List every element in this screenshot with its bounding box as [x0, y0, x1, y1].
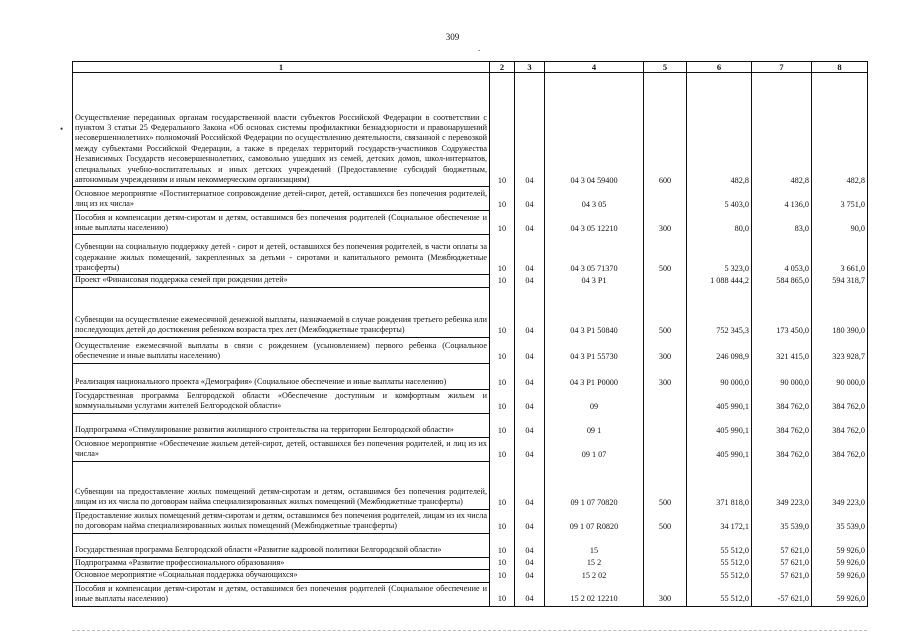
subsection-code: 04 [515, 275, 545, 287]
table-row [73, 582, 868, 606]
row-description: Пособия и компенсации детям-сиротам и детям, оставшимся без попечения родителей (Социальное обеспечение и иные выплаты населению) [73, 582, 490, 606]
section-code: 10 [490, 275, 515, 287]
amount-year-3: 482,8 [812, 73, 868, 187]
column-header: 5 [644, 62, 687, 73]
row-description: Осуществление ежемесячной выплаты в связи с рождением (усыновлением) первого ребенка (Социальное обеспечение и иные выплаты населению) [73, 337, 490, 363]
amount-year-2: 57 621,0 [752, 533, 812, 557]
expense-type-code [644, 187, 687, 211]
amount-year-3: 90 000,0 [812, 363, 868, 389]
column-header: 7 [752, 62, 812, 73]
column-header: 4 [545, 62, 644, 73]
expense-type-code [644, 437, 687, 461]
subsection-code: 04 [515, 73, 545, 187]
table-row [73, 337, 868, 363]
subsection-code: 04 [515, 235, 545, 275]
row-description: Субвенции на осуществление ежемесячной денежной выплаты, назначаемой в случае рождения третьего ребенка или последующих детей до достижения ребенком возраста трех лет (Межбюджетные трансферты) [73, 287, 490, 337]
amount-year-2: 57 621,0 [752, 570, 812, 582]
amount-year-2: 584 865,0 [752, 275, 812, 287]
expense-type-code [644, 275, 687, 287]
target-article-code: 09 1 [545, 413, 644, 437]
expense-type-code [644, 557, 687, 569]
expense-type-code: 300 [644, 363, 687, 389]
section-code: 10 [490, 235, 515, 275]
target-article-code: 04 3 05 12210 [545, 211, 644, 235]
amount-year-1: 55 512,0 [687, 570, 752, 582]
column-header: 1 [73, 62, 490, 73]
amount-year-3: 384 762,0 [812, 389, 868, 413]
table-row [73, 570, 868, 582]
amount-year-2: 384 762,0 [752, 413, 812, 437]
column-header: 6 [687, 62, 752, 73]
amount-year-1: 752 345,3 [687, 287, 752, 337]
amount-year-2: 349 223,0 [752, 461, 812, 509]
target-article-code: 04 3 05 71370 [545, 235, 644, 275]
row-description: Основное мероприятие «Социальная поддержка обучающихся» [73, 570, 490, 582]
target-article-code: 04 3 P1 50840 [545, 287, 644, 337]
row-description: Предоставление жилых помещений детям-сиротам и детям, оставшимся без попечения родителей, лицам из их числа по договорам найма специализированных жилых помещений (Межбюджетные трансферты) [73, 509, 490, 533]
expense-type-code: 500 [644, 287, 687, 337]
target-article-code: 15 2 02 12210 [545, 582, 644, 606]
amount-year-1: 5 403,0 [687, 187, 752, 211]
table-row [73, 275, 868, 287]
target-article-code: 09 [545, 389, 644, 413]
target-article-code: 09 1 07 70820 [545, 461, 644, 509]
amount-year-3: 59 926,0 [812, 533, 868, 557]
row-description: Субвенции на социальную поддержку детей - сирот и детей, оставшихся без попечения родителей, в части оплаты за содержание жилых помещений, закрепленных за детьми - сиротами и капитального ремонта (Межбюджетные трансферты) [73, 235, 490, 275]
subsection-code: 04 [515, 533, 545, 557]
amount-year-3: 59 926,0 [812, 557, 868, 569]
subsection-code: 04 [515, 287, 545, 337]
amount-year-1: 405 990,1 [687, 437, 752, 461]
subsection-code: 04 [515, 211, 545, 235]
expense-type-code [644, 389, 687, 413]
page-number: 309 [445, 32, 460, 42]
row-description: Основное мероприятие «Обеспечение жильем детей-сирот, детей, оставшихся без попечения родителей, и лиц из их числа» [73, 437, 490, 461]
row-description: Реализация национального проекта «Демография» (Социальное обеспечение и иные выплаты населению) [73, 363, 490, 389]
table-row [73, 187, 868, 211]
section-code: 10 [490, 211, 515, 235]
amount-year-1: 1 088 444,2 [687, 275, 752, 287]
amount-year-1: 482,8 [687, 73, 752, 187]
section-code: 10 [490, 437, 515, 461]
target-article-code: 15 2 02 [545, 570, 644, 582]
subsection-code: 04 [515, 187, 545, 211]
amount-year-3: 59 926,0 [812, 570, 868, 582]
table-row [73, 73, 868, 187]
section-code: 10 [490, 337, 515, 363]
amount-year-1: 80,0 [687, 211, 752, 235]
target-article-code: 09 1 07 [545, 437, 644, 461]
amount-year-1: 5 323,0 [687, 235, 752, 275]
amount-year-1: 34 172,1 [687, 509, 752, 533]
row-description: Субвенции на предоставление жилых помещений детям-сиротам и детям, оставшимся без попечения родителей, лицам из их числа по договорам найма специализированных жилых помещений (Межбюджетные трансферты) [73, 461, 490, 509]
table-row [73, 557, 868, 569]
amount-year-2: 4 053,0 [752, 235, 812, 275]
amount-year-2: 83,0 [752, 211, 812, 235]
target-article-code: 09 1 07 R0820 [545, 509, 644, 533]
target-article-code: 04 3 P1 [545, 275, 644, 287]
expense-type-code [644, 533, 687, 557]
expense-type-code: 600 [644, 73, 687, 187]
row-description: Осуществление переданных органам государственной власти субъектов Российской Федерации в соответствии с пунктом 3 статьи 25 Федерального Закона «Об основах системы профилактики безнадзорности и правонарушений несовершеннолетних» полномочий Российской Федерации по осуществлению деятельности, связанной с перевозкой между субъектами Российской Федерации, а также в пределах территорий государств-участников Содружества Независимых Государств несовершеннолетних, самовольно ушедших из семей, детских домов, школ-интернатов, специальных учебно-воспитательных и иных детских учреждений (Предоставление субсидий бюджетным, автономным учреждениям и иным некоммерческим организациям) [73, 73, 490, 187]
expense-type-code [644, 570, 687, 582]
amount-year-3: 594 318,7 [812, 275, 868, 287]
section-code: 10 [490, 363, 515, 389]
table-row [73, 413, 868, 437]
table-row [73, 211, 868, 235]
row-description: Государственная программа Белгородской области «Развитие кадровой политики Белгородской области» [73, 533, 490, 557]
section-code: 10 [490, 533, 515, 557]
expense-type-code: 300 [644, 337, 687, 363]
amount-year-1: 55 512,0 [687, 582, 752, 606]
row-description: Основное мероприятие «Постинтернатное сопровождение детей-сирот, детей, оставшихся без попечения родителей, лиц из их числа» [73, 187, 490, 211]
amount-year-3: 323 928,7 [812, 337, 868, 363]
amount-year-2: -57 621,0 [752, 582, 812, 606]
section-code: 10 [490, 73, 515, 187]
target-article-code: 04 3 04 59400 [545, 73, 644, 187]
scan-speck: • [60, 124, 64, 134]
row-description: Пособия и компенсации детям-сиротам и детям, оставшимся без попечения родителей (Социальное обеспечение и иные выплаты населению) [73, 211, 490, 235]
table-row [73, 363, 868, 389]
subsection-code: 04 [515, 509, 545, 533]
section-code: 10 [490, 389, 515, 413]
page-bottom-edge [72, 630, 867, 632]
amount-year-2: 384 762,0 [752, 389, 812, 413]
subsection-code: 04 [515, 582, 545, 606]
target-article-code: 15 [545, 533, 644, 557]
amount-year-3: 3 661,0 [812, 235, 868, 275]
target-article-code: 04 3 P1 P0000 [545, 363, 644, 389]
column-header: 3 [515, 62, 545, 73]
subsection-code: 04 [515, 363, 545, 389]
target-article-code: 15 2 [545, 557, 644, 569]
subsection-code: 04 [515, 570, 545, 582]
amount-year-1: 246 098,9 [687, 337, 752, 363]
budget-table-sheet [72, 61, 867, 607]
column-header: 2 [490, 62, 515, 73]
scan-speck: . [478, 43, 481, 53]
section-code: 10 [490, 413, 515, 437]
expense-type-code [644, 413, 687, 437]
amount-year-1: 90 000,0 [687, 363, 752, 389]
amount-year-1: 405 990,1 [687, 413, 752, 437]
amount-year-1: 371 818,0 [687, 461, 752, 509]
section-code: 10 [490, 557, 515, 569]
amount-year-3: 3 751,0 [812, 187, 868, 211]
row-description: Государственная программа Белгородской области «Обеспечение доступным и комфортным жильем и коммунальными услугами жителей Белгородской области» [73, 389, 490, 413]
amount-year-3: 384 762,0 [812, 437, 868, 461]
amount-year-1: 55 512,0 [687, 557, 752, 569]
table-row [73, 437, 868, 461]
table-row [73, 461, 868, 509]
table-row [73, 287, 868, 337]
amount-year-2: 321 415,0 [752, 337, 812, 363]
target-article-code: 04 3 P1 55730 [545, 337, 644, 363]
table-row [73, 235, 868, 275]
subsection-code: 04 [515, 337, 545, 363]
amount-year-1: 405 990,1 [687, 389, 752, 413]
expense-type-code: 300 [644, 211, 687, 235]
amount-year-3: 90,0 [812, 211, 868, 235]
subsection-code: 04 [515, 557, 545, 569]
section-code: 10 [490, 509, 515, 533]
section-code: 10 [490, 187, 515, 211]
section-code: 10 [490, 461, 515, 509]
table-row [73, 389, 868, 413]
column-header: 8 [812, 62, 868, 73]
row-description: Подпрограмма «Стимулирование развития жилищного строительства на территории Белгородской области» [73, 413, 490, 437]
amount-year-2: 35 539,0 [752, 509, 812, 533]
amount-year-3: 59 926,0 [812, 582, 868, 606]
row-description: Проект «Финансовая поддержка семей при рождении детей» [73, 275, 490, 287]
subsection-code: 04 [515, 461, 545, 509]
amount-year-3: 35 539,0 [812, 509, 868, 533]
expense-type-code: 300 [644, 582, 687, 606]
row-description: Подпрограмма «Развитие профессионального образования» [73, 557, 490, 569]
target-article-code: 04 3 05 [545, 187, 644, 211]
amount-year-2: 57 621,0 [752, 557, 812, 569]
expense-type-code: 500 [644, 461, 687, 509]
subsection-code: 04 [515, 437, 545, 461]
amount-year-2: 384 762,0 [752, 437, 812, 461]
section-code: 10 [490, 570, 515, 582]
amount-year-3: 384 762,0 [812, 413, 868, 437]
table-header-row [73, 62, 868, 73]
amount-year-3: 180 390,0 [812, 287, 868, 337]
expense-type-code: 500 [644, 509, 687, 533]
amount-year-2: 4 136,0 [752, 187, 812, 211]
table-row [73, 509, 868, 533]
amount-year-3: 349 223,0 [812, 461, 868, 509]
section-code: 10 [490, 287, 515, 337]
amount-year-2: 90 000,0 [752, 363, 812, 389]
budget-table [72, 61, 868, 607]
section-code: 10 [490, 582, 515, 606]
amount-year-2: 173 450,0 [752, 287, 812, 337]
expense-type-code: 500 [644, 235, 687, 275]
amount-year-2: 482,8 [752, 73, 812, 187]
table-row [73, 533, 868, 557]
amount-year-1: 55 512,0 [687, 533, 752, 557]
subsection-code: 04 [515, 389, 545, 413]
subsection-code: 04 [515, 413, 545, 437]
